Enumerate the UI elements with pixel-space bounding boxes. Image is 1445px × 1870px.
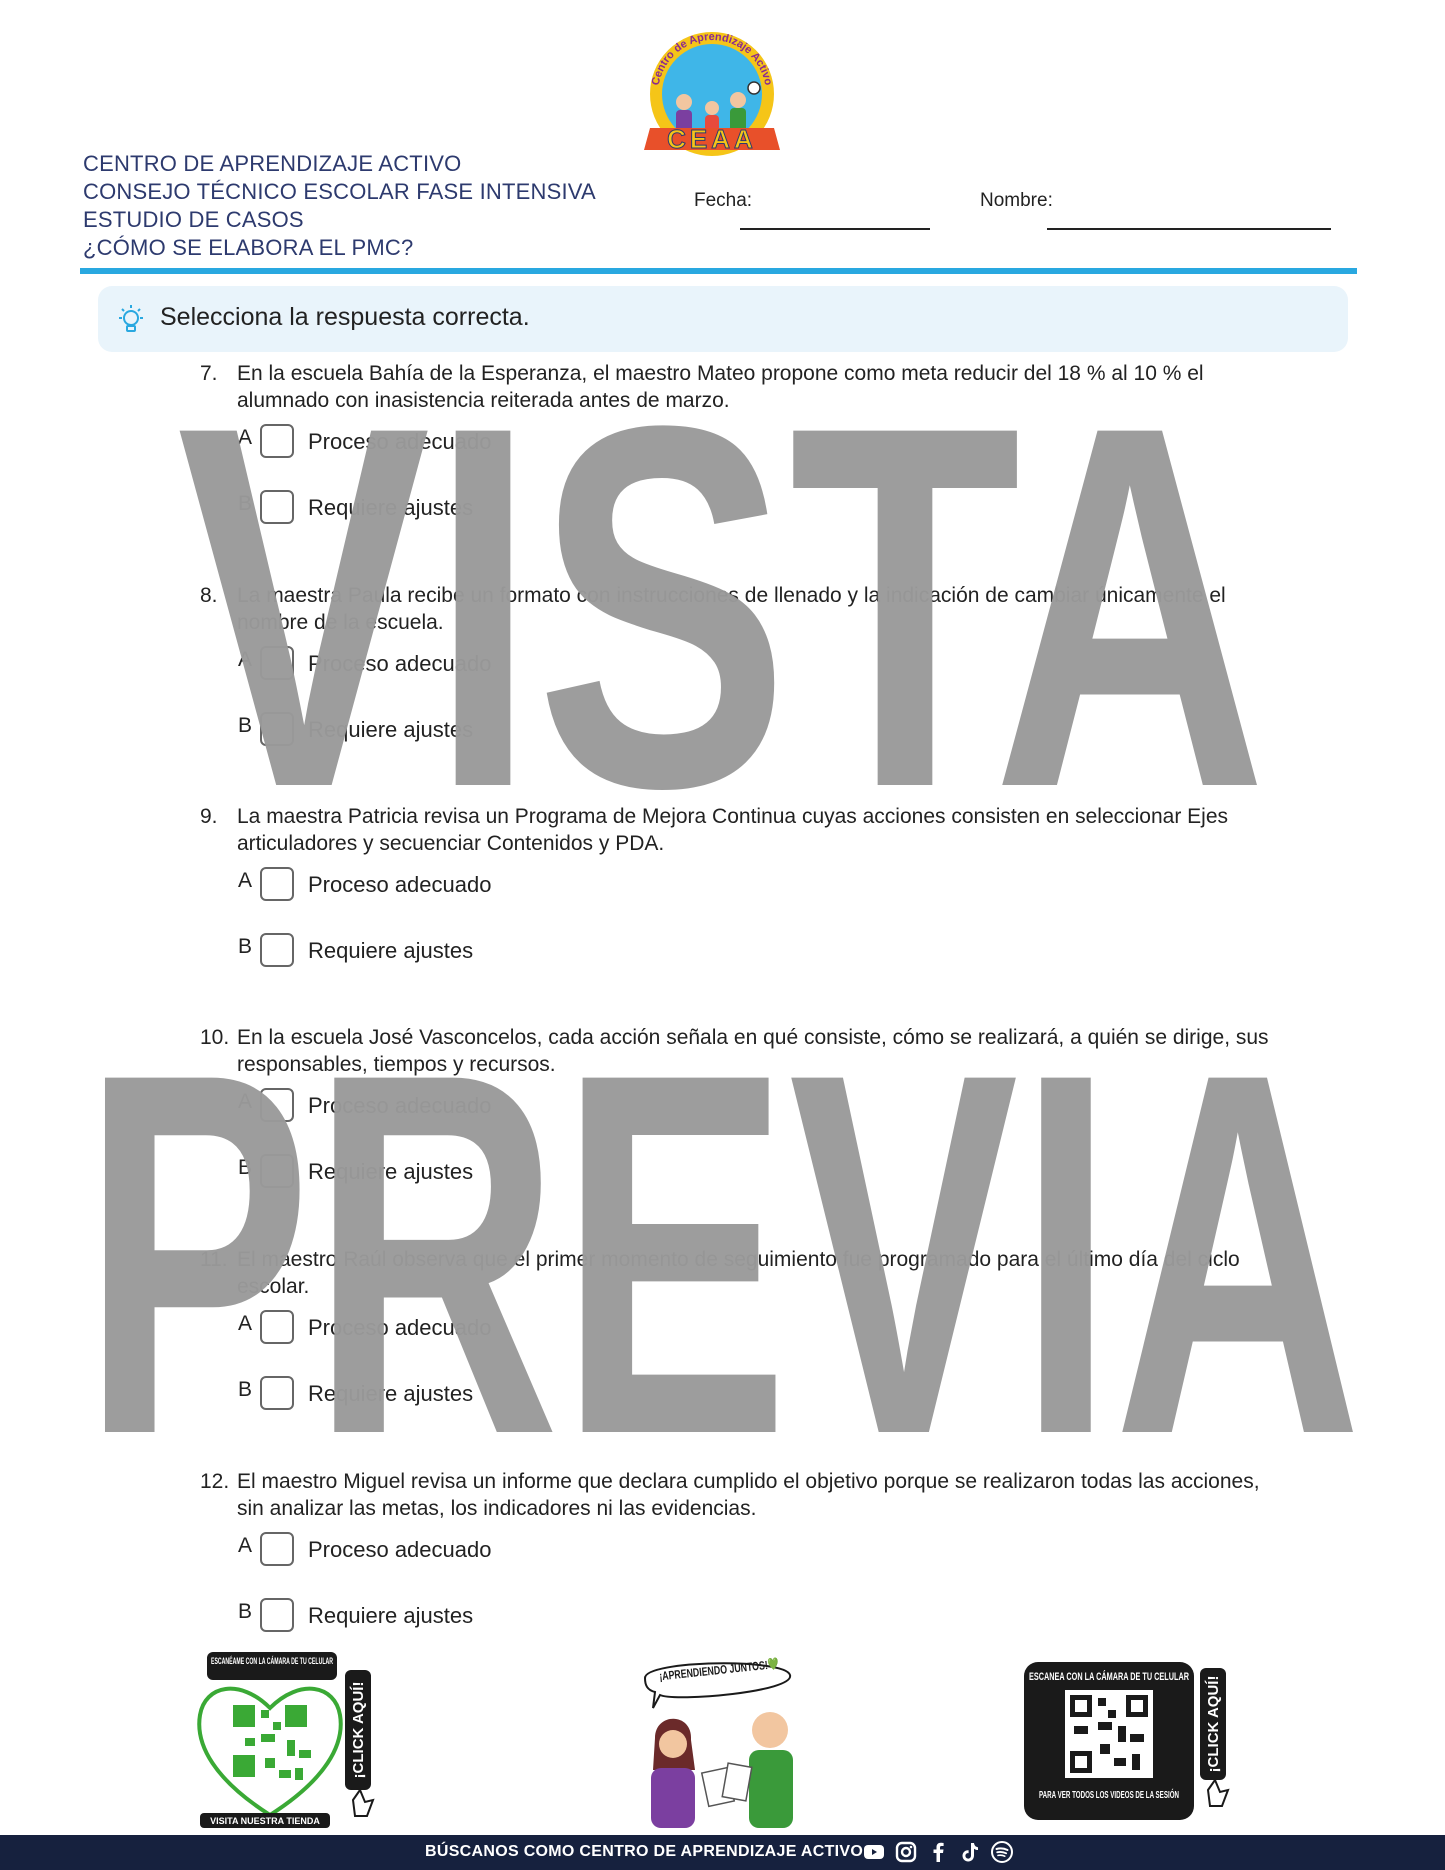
option-b[interactable] — [200, 712, 1280, 750]
option-label: Proceso adecuado — [308, 1537, 492, 1562]
nombre-field[interactable] — [1047, 228, 1331, 230]
option-checkbox[interactable] — [260, 867, 294, 901]
option-label: Requiere ajustes — [308, 717, 474, 742]
option-checkbox[interactable] — [260, 1376, 294, 1410]
question-number: 9. — [200, 805, 218, 828]
option-letter: A — [238, 1312, 253, 1335]
option-a[interactable] — [200, 1088, 1280, 1126]
option-checkbox[interactable] — [260, 1532, 294, 1566]
option-b[interactable] — [200, 490, 1280, 528]
option-a[interactable] — [200, 867, 1280, 905]
option-letter: B — [238, 935, 253, 958]
question-number: 7. — [200, 362, 218, 385]
ceaa-logo — [636, 28, 788, 163]
header-line-council: CONSEJO TÉCNICO ESCOLAR FASE INTENSIVA — [83, 179, 596, 204]
option-letter: A — [238, 1534, 253, 1557]
instruction-text: Selecciona la respuesta correcta. — [160, 303, 530, 331]
spotify-icon[interactable] — [990, 1840, 1014, 1864]
lightbulb-icon — [116, 304, 146, 336]
store-qr-card[interactable] — [195, 1650, 385, 1830]
logo-arc-text: Centro de Aprendizaje Activo — [649, 30, 775, 87]
header-divider — [80, 268, 1357, 274]
option-letter: B — [238, 1378, 253, 1401]
option-label: Proceso adecuado — [308, 1093, 492, 1118]
header-line-school: CENTRO DE APRENDIZAJE ACTIVO — [83, 151, 462, 176]
tiktok-icon[interactable] — [958, 1840, 982, 1864]
header-line-topic: ¿CÓMO SE ELABORA EL PMC? — [83, 235, 414, 260]
option-letter: B — [238, 714, 253, 737]
nombre-label: Nombre: — [980, 190, 1053, 211]
instagram-icon[interactable] — [894, 1840, 918, 1864]
question-text: La maestra Patricia revisa un Programa de Mejora Continua cuyas acciones consisten en seleccionar Ejes articuladores y secuenciar Contenidos y PDA. — [237, 805, 1228, 855]
videos-qr-bottom-label: PARA VER TODOS LOS VIDEOS DE LA SESIÓN — [1039, 1790, 1265, 1801]
store-qr-top-label: ESCANÉAME CON LA CÁMARA DE TU CELULAR — [211, 1656, 334, 1667]
footer-search-text: BÚSCANOS COMO CENTRO DE APRENDIZAJE ACTIVO — [425, 1843, 864, 1860]
watermark-line-1: VISTA — [177, 320, 1267, 895]
question-text: En la escuela Bahía de la Esperanza, el maestro Mateo propone como meta reducir del 18 % al 10 % el alumnado con inasistencia reiterada antes de marzo. — [237, 362, 1204, 412]
option-b[interactable] — [200, 1598, 1280, 1636]
youtube-icon[interactable] — [862, 1840, 886, 1864]
option-label: Requiere ajustes — [308, 1159, 474, 1184]
option-checkbox[interactable] — [260, 1088, 294, 1122]
question-text: El maestro Raúl observa que el primer momento de seguimiento fue programado para el último día del ciclo escolar. — [237, 1248, 1240, 1298]
question-number: 12. — [200, 1470, 230, 1493]
question-8 — [200, 582, 1280, 750]
question-10 — [200, 1024, 1280, 1192]
option-label: Requiere ajustes — [308, 1603, 474, 1628]
question-text: La maestra Paula recibe un formato con instrucciones de llenado y la indicación de cambiar únicamente el nombre de la escuela. — [237, 584, 1226, 634]
instruction-banner — [98, 286, 1348, 352]
facebook-icon[interactable] — [926, 1840, 950, 1864]
option-label: Requiere ajustes — [308, 1381, 474, 1406]
option-checkbox[interactable] — [260, 424, 294, 458]
option-letter: A — [238, 869, 253, 892]
option-label: Proceso adecuado — [308, 429, 492, 454]
option-label: Requiere ajustes — [308, 938, 474, 963]
question-12 — [200, 1468, 1280, 1636]
option-letter: A — [238, 648, 253, 671]
question-number: 10. — [200, 1026, 230, 1049]
option-label: Proceso adecuado — [308, 651, 492, 676]
option-checkbox[interactable] — [260, 646, 294, 680]
option-letter: A — [238, 1090, 253, 1113]
option-checkbox[interactable] — [260, 1310, 294, 1344]
fecha-field[interactable] — [740, 228, 930, 230]
question-7 — [200, 360, 1280, 528]
option-label: Proceso adecuado — [308, 872, 492, 897]
option-a[interactable] — [200, 646, 1280, 684]
store-click-label: ¡CLICK AQUÍ! — [350, 1681, 367, 1779]
option-checkbox[interactable] — [260, 933, 294, 967]
option-checkbox[interactable] — [260, 712, 294, 746]
fecha-label: Fecha: — [694, 190, 753, 211]
option-b[interactable] — [200, 1154, 1280, 1192]
header-title-block — [83, 150, 596, 262]
logo-text: CEAA — [667, 124, 757, 154]
mascots-illustration — [635, 1650, 823, 1830]
option-label: Proceso adecuado — [308, 1315, 492, 1340]
option-checkbox[interactable] — [260, 1154, 294, 1188]
question-text: En la escuela José Vasconcelos, cada acción señala en qué consiste, cómo se realizará, a quién se dirige, sus responsables, tiempos y recursos. — [237, 1026, 1269, 1076]
option-label: Requiere ajustes — [308, 495, 474, 520]
question-text: El maestro Miguel revisa un informe que declara cumplido el objetivo porque se realizaron todas las acciones, sin analizar las metas, los indicadores ni las evidencias. — [237, 1470, 1260, 1520]
option-a[interactable] — [200, 1310, 1280, 1348]
option-letter: B — [238, 1600, 253, 1623]
option-letter: B — [238, 492, 253, 515]
question-number: 8. — [200, 584, 218, 607]
question-9 — [200, 803, 1280, 971]
option-a[interactable] — [200, 1532, 1280, 1570]
header-line-cases: ESTUDIO DE CASOS — [83, 207, 304, 232]
videos-qr-card[interactable] — [1022, 1660, 1271, 1830]
videos-click-label: ¡CLICK AQUÍ! — [1205, 1675, 1222, 1773]
watermark-line-2: PREVIA — [82, 967, 1362, 1542]
question-11 — [200, 1246, 1280, 1414]
mascot-speech-bubble: ¡APRENDIENDO JUNTOS!💚 — [658, 1652, 823, 1684]
videos-qr-top-label: ESCANEA CON LA CÁMARA DE TU CELULAR — [1029, 1671, 1271, 1683]
option-checkbox[interactable] — [260, 490, 294, 524]
store-qr-bottom-label: VISITA NUESTRA TIENDA — [210, 1816, 320, 1826]
option-letter: B — [238, 1156, 253, 1179]
option-a[interactable] — [200, 424, 1280, 462]
option-b[interactable] — [200, 1376, 1280, 1414]
option-letter: A — [238, 426, 253, 449]
option-checkbox[interactable] — [260, 1598, 294, 1632]
question-number: 11. — [200, 1248, 228, 1271]
option-b[interactable] — [200, 933, 1280, 971]
